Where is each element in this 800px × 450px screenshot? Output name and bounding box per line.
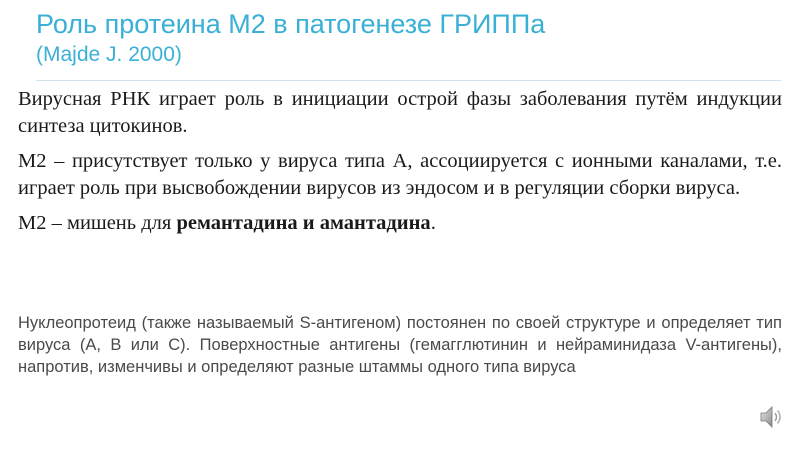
nucleoprotein-note: Нуклеопротеид (также называемый S-антигеном) постоянен по своей структуре и определяет тип вируса (А, В или С). Поверхностные антигены (гемагглютинин и нейраминидаза V-антигены), напротив, изменчивы и определяют разные штаммы одного типа вируса bbox=[18, 314, 782, 376]
speaker-icon[interactable] bbox=[758, 403, 786, 431]
slide-subtitle: (Majde J. 2000) bbox=[36, 43, 182, 66]
m2-target-drugs: ремантадина и амантадина bbox=[176, 212, 431, 234]
title-divider bbox=[36, 80, 781, 81]
slide-title: Роль протеина М2 в патогенезе ГРИППа bbox=[36, 9, 546, 39]
m2-target-prefix: М2 – мишень для bbox=[18, 212, 177, 234]
main-text bbox=[18, 86, 782, 245]
paragraph-m2-ion-channels: М2 – присутствует только у вируса типа А, ассоциируется с ионными каналами, т.е. играет роль при высвобождении вирусов из эндосом и в регуляции сборки вируса. bbox=[18, 150, 782, 199]
m2-target-suffix: . bbox=[430, 212, 436, 234]
title-block bbox=[36, 8, 776, 68]
paragraph-viral-rna: Вирусная РНК играет роль в инициации острой фазы заболевания путём индукции синтеза цитокинов. bbox=[18, 88, 782, 137]
paragraph-m2-target bbox=[18, 210, 782, 237]
